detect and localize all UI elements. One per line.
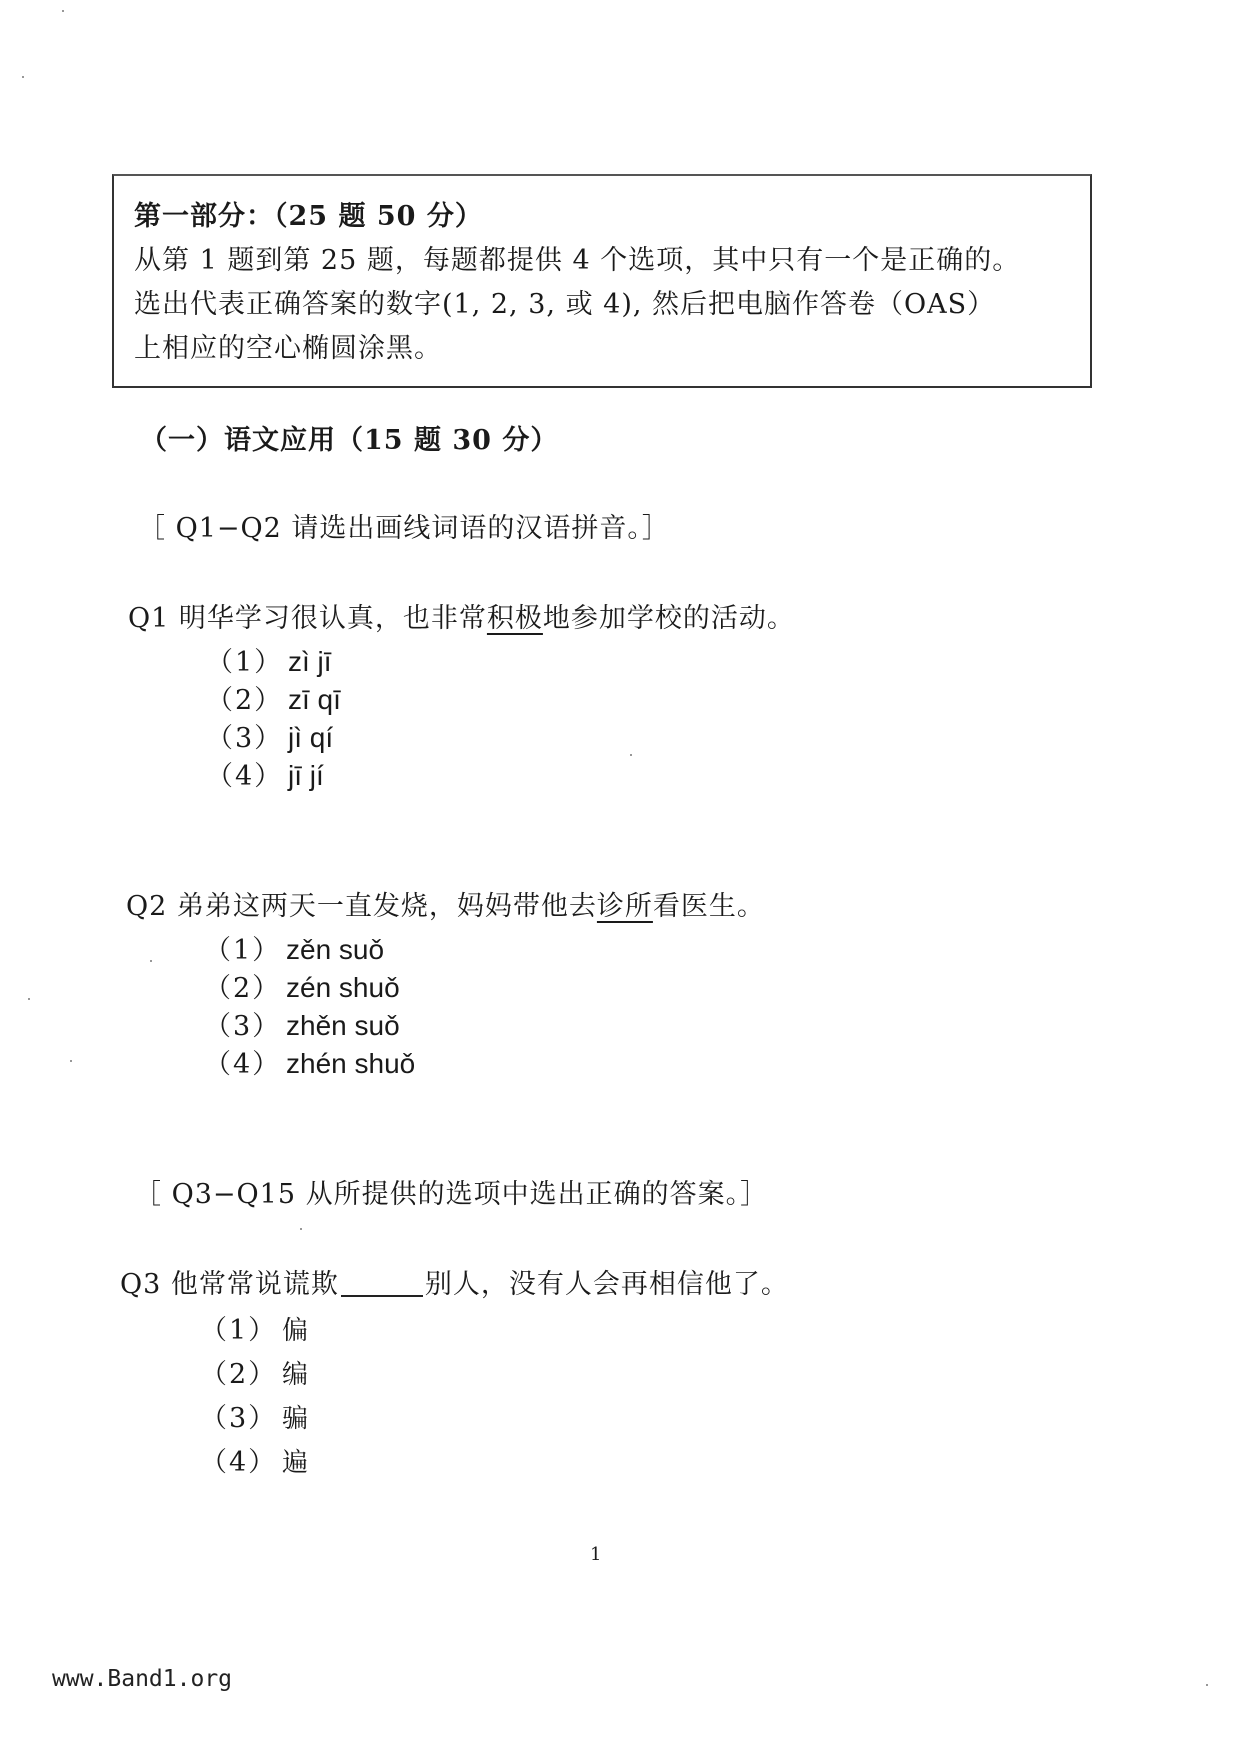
scan-speck [62,10,64,12]
scan-speck [300,1228,302,1230]
section-title: （一）语文应用（15 题 30 分） [140,425,559,456]
option-number: （3） [200,1403,278,1434]
question-text-before: 明华学习很认真，也非常 [178,603,487,634]
part-title: 第一部分：（25 题 50 分） [134,201,483,232]
option-text: zhěn suǒ [286,1010,400,1041]
option-number: （1） [206,647,284,678]
underlined-word: 积极 [486,603,543,634]
page-number: 1 [590,1544,602,1565]
q2-option-4 [204,1042,415,1081]
option-text: zì jī [288,646,332,677]
question-label: Q3 [120,1269,162,1300]
site-link[interactable]: www.Band1.org [52,1666,233,1692]
q3-option-4 [200,1440,308,1479]
option-number: （4） [206,761,284,792]
option-text: 偏 [282,1316,309,1346]
option-text: zī qī [288,684,341,715]
option-number: （4） [204,1049,282,1080]
option-text: 遍 [282,1448,309,1478]
question-text-before: 他常常说谎欺 [170,1269,339,1300]
option-number: （3） [204,1011,282,1042]
option-number: （2） [204,973,282,1004]
option-text: zhén shuǒ [286,1048,416,1079]
q3-option-3 [200,1396,308,1435]
question-q1 [128,596,795,635]
part-instruction-line-1: 从第 1 题到第 25 题，每题都提供 4 个选项，其中只有一个是正确的。 [134,245,1021,276]
q1-option-2 [206,678,341,717]
option-number: （3） [206,723,284,754]
q1-option-4 [206,754,324,793]
part-instruction-line-2: 选出代表正确答案的数字(1, 2, 3, 或 4), 然后把电脑作答卷（OAS） [134,289,996,320]
question-label: Q1 [128,603,170,634]
option-text: jī jí [288,760,324,791]
instruction-q3-q15: ［ Q3−Q15 从所提供的选项中选出正确的答案。］ [134,1179,769,1210]
option-number: （1） [200,1315,278,1346]
question-text-before: 弟弟这两天一直发烧，妈妈带他去 [176,891,597,922]
q3-option-2 [200,1352,308,1391]
question-text-after: 看医生。 [652,891,765,922]
question-q2 [126,884,765,923]
scan-speck [22,76,24,78]
question-label: Q2 [126,891,168,922]
option-text: 编 [282,1360,309,1390]
question-text-after: 地参加学校的活动。 [542,603,795,634]
underlined-word: 诊所 [596,891,653,922]
option-number: （2） [206,685,284,716]
q1-option-3 [206,716,333,755]
option-number: （4） [200,1447,278,1478]
instruction-q1-q2: ［ Q1−Q2 请选出画线词语的汉语拼音。］ [138,513,670,544]
scan-speck [630,754,632,756]
scan-speck [70,1060,72,1062]
q1-option-1 [206,640,332,679]
q2-option-3 [204,1004,400,1043]
answer-blank [341,1295,423,1297]
q2-option-1 [204,928,384,967]
option-number: （2） [200,1359,278,1390]
scan-speck [150,960,152,962]
question-q3 [120,1262,789,1301]
part-instruction-line-3: 上相应的空心椭圆涂黑。 [134,333,442,364]
option-text: zěn suǒ [286,934,385,965]
option-text: 骗 [282,1404,309,1434]
q3-option-1 [200,1308,308,1347]
part-instruction-box [112,174,1092,388]
scan-speck [1206,1684,1208,1686]
q2-option-2 [204,966,400,1005]
option-text: zén shuǒ [286,972,400,1003]
question-text-after: 别人，没有人会再相信他了。 [424,1269,789,1300]
option-number: （1） [204,935,282,966]
scan-speck [28,998,30,1000]
option-text: jì qí [288,722,334,753]
